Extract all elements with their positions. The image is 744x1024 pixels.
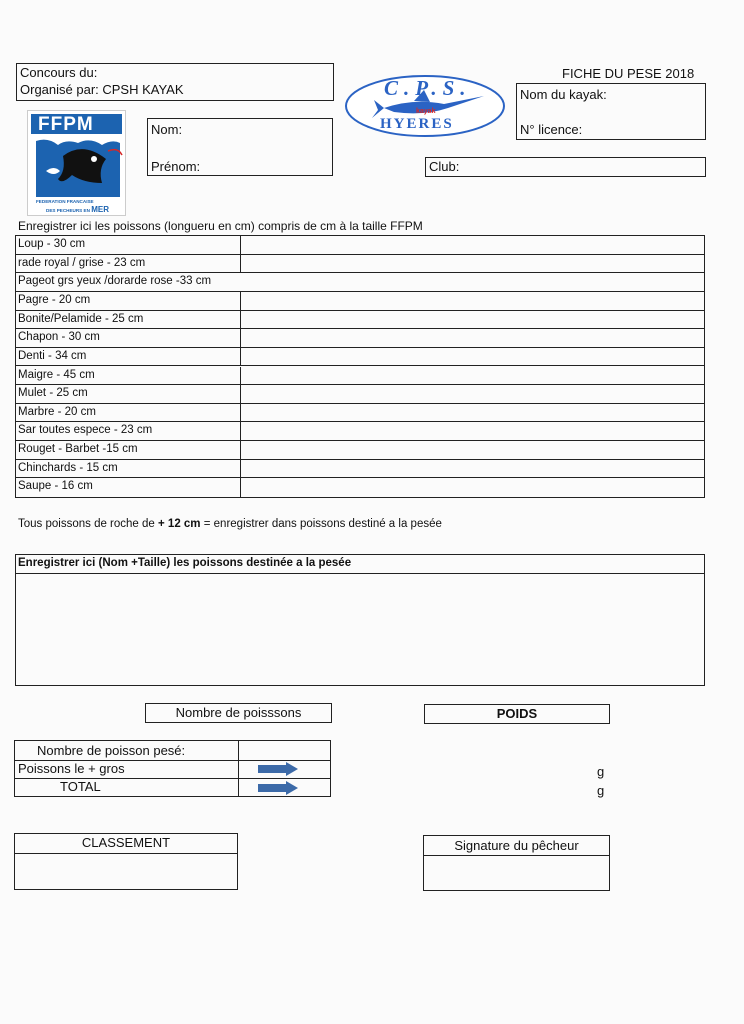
fish-name: Loup - 30 cm (18, 238, 86, 250)
table-row (16, 460, 704, 479)
ffpm-caption-2 (46, 205, 109, 214)
pesee-title: Enregistrer ici (Nom +Taille) les poissons destinée a la pesée (18, 557, 352, 569)
fish-name: Bonite/Pelamide - 25 cm (18, 312, 144, 325)
fish-name: Chinchards - 15 cm (18, 461, 118, 474)
nom-kayak-label: Nom du kayak: (520, 87, 607, 102)
classement-label: CLASSEMENT (81, 835, 171, 850)
table-row (16, 273, 704, 292)
pesee-divider (16, 573, 704, 574)
ffpm-caption-mer: MER (91, 205, 109, 214)
fish-name: Pageot grs yeux /dorarde rose -33 cm (18, 275, 212, 288)
fiche-title: FICHE DU PESE 2018 (562, 66, 695, 81)
row-gros-label: Poissons le + gros (18, 761, 125, 776)
arrow-right-icon (258, 781, 298, 795)
summary-vline (238, 741, 239, 796)
kayak-licence-box (516, 83, 706, 140)
fish-name: Pagre - 20 cm (18, 293, 91, 306)
nom-label: Nom: (151, 122, 183, 137)
table-row (16, 422, 704, 441)
pesee-box (15, 554, 705, 686)
table-column-divider (240, 255, 241, 273)
classement-box (14, 833, 238, 890)
licence-label: N° licence: (520, 122, 583, 137)
fish-name: Sar toutes espece - 23 cm (18, 424, 153, 437)
nombre-header-box (145, 703, 332, 723)
unit-g-1: g (597, 764, 605, 779)
poids-header: POIDS (496, 706, 538, 721)
table-column-divider (240, 385, 241, 403)
cps-top-text: C.P.S. (384, 76, 472, 100)
fish-intro: Enregistrer ici les poissons (longueru en cm) compris de cm à la taille FFPM (18, 219, 423, 233)
table-column-divider (240, 311, 241, 329)
table-row (16, 367, 704, 386)
ffpm-logo (27, 110, 126, 216)
ffpm-caption-des: DES PECHEURS (46, 208, 83, 213)
club-label: Club: (429, 159, 460, 174)
row-nombre-label: Nombre de poisson pesé: (37, 743, 186, 758)
table-row (16, 255, 704, 274)
arrow-right-icon (258, 762, 298, 776)
ffpm-caption-1: FEDERATION FRANCAISE (36, 199, 94, 204)
cps-kayak-text: kayak (416, 108, 436, 115)
table-row (16, 311, 704, 330)
table-row (16, 478, 704, 497)
summary-table (14, 740, 331, 797)
organise-label: Organisé par: CPSH KAYAK (20, 82, 184, 97)
poids-header-box (424, 704, 610, 724)
table-row (16, 236, 704, 255)
fish-name: Saupe - 16 cm (18, 480, 93, 493)
table-column-divider (240, 329, 241, 347)
ffpm-letters: FFPM (38, 114, 94, 135)
rock-note-suffix: = enregistrer dans poissons destiné a la pesée (200, 518, 442, 530)
table-row (16, 441, 704, 460)
fish-name: Mulet - 25 cm (18, 387, 88, 400)
concours-box (16, 63, 334, 101)
table-row (16, 329, 704, 348)
table-row (16, 404, 704, 423)
signature-box (423, 835, 610, 891)
table-column-divider (240, 460, 241, 478)
table-row (16, 385, 704, 404)
table-column-divider (240, 236, 241, 254)
unit-g-2: g (597, 783, 605, 798)
fish-name: rade royal / grise - 23 cm (18, 256, 146, 269)
table-column-divider (240, 422, 241, 440)
fish-name: Marbre - 20 cm (18, 405, 96, 418)
table-column-divider (240, 292, 241, 310)
prenom-label: Prénom: (151, 159, 201, 174)
cps-hyeres-text: HYERES (380, 116, 454, 132)
classement-divider (15, 853, 237, 854)
fish-name: Rouget - Barbet -15 cm (18, 443, 138, 456)
cps-logo (344, 74, 506, 138)
rock-note (18, 518, 442, 530)
fish-name: Chapon - 30 cm (18, 331, 100, 344)
fish-table (15, 235, 705, 498)
signature-divider (424, 855, 609, 856)
concours-label: Concours du: (20, 65, 98, 80)
table-column-divider (240, 441, 241, 459)
table-column-divider (240, 404, 241, 422)
table-column-divider (240, 348, 241, 366)
table-column-divider (240, 367, 241, 385)
row-total-label: TOTAL (60, 779, 101, 794)
rock-note-bold: + 12 cm (158, 518, 201, 530)
table-row (16, 292, 704, 311)
club-box (425, 157, 706, 177)
table-column-divider (240, 478, 241, 497)
nom-prenom-box (147, 118, 333, 176)
signature-label: Signature du pêcheur (454, 838, 579, 853)
table-row (16, 348, 704, 367)
nombre-header: Nombre de poisssons (175, 705, 302, 720)
rock-note-prefix: Tous poissons de roche de (18, 518, 159, 530)
fish-name: Maigre - 45 cm (18, 368, 95, 381)
ffpm-caption-en: EN (83, 208, 90, 213)
fish-name: Denti - 34 cm (18, 349, 87, 362)
